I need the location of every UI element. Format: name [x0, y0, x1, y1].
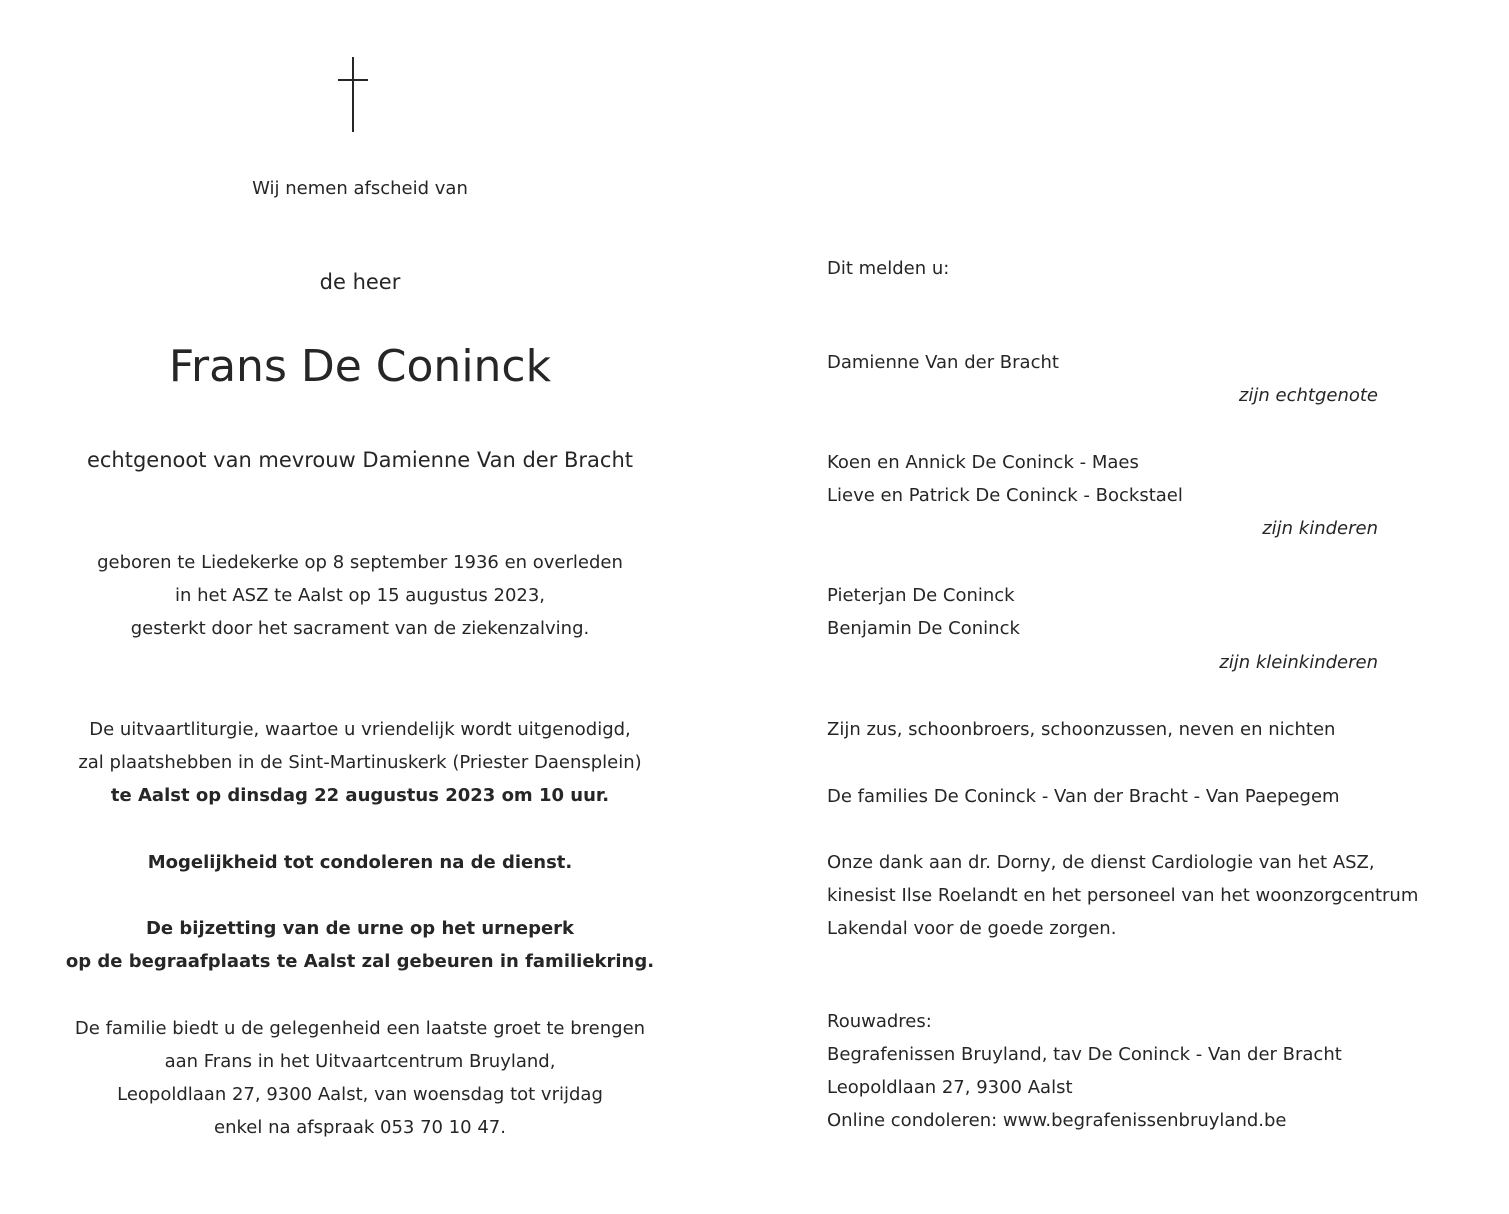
announce-text: Dit melden u:	[827, 258, 950, 279]
relatives-text: Zijn zus, schoonbroers, schoonzussen, neven en nichten	[827, 719, 1336, 740]
grandchildren-names: Pieterjan De Coninck Benjamin De Coninck	[827, 585, 1020, 639]
intro-text: Wij nemen afscheid van	[252, 178, 468, 199]
children-relation: zijn kinderen	[1262, 518, 1378, 539]
cross-icon	[338, 57, 368, 132]
children-names: Koen en Annick De Coninck - Maes Lieve en Patrick De Coninck - Bockstael	[827, 452, 1183, 506]
salutation: de heer	[319, 270, 401, 294]
spouse-line: echtgenoot van mevrouw Damienne Van der Bracht	[86, 448, 634, 472]
thanks-text: Onze dank aan dr. Dorny, de dienst Cardiologie van het ASZ, kinesist Ilse Roelandt en het personeel van het woonzorgcentrum Lakendal voor de goede zorgen.	[827, 852, 1419, 939]
birth-death-text: geboren te Liedekerke op 8 september 1936 en overleden in het ASZ te Aalst op 15 augustus 2023, gesterkt door het sacrament van de ziekenzalving.	[97, 552, 623, 639]
families-text: De families De Coninck - Van der Bracht - Van Paepegem	[827, 786, 1340, 807]
mourning-address: Rouwadres: Begrafenissen Bruyland, tav De Coninck - Van der Bracht Leopoldlaan 27, 9300 Aalst Online condoleren: www.begrafenissenbruyland.be	[827, 1005, 1437, 1137]
spouse-names: Damienne Van der Bracht	[827, 352, 1059, 373]
grandchildren-relation: zijn kleinkinderen	[1219, 652, 1378, 673]
online-condolence-text: Online condoleren: www.begrafenissenbruyland.be	[827, 1110, 1287, 1131]
deceased-name: Frans De Coninck	[168, 341, 552, 392]
funeral-text: De uitvaartliturgie, waartoe u vriendelijk wordt uitgenodigd, zal plaatshebben in de Sint-Martinuskerk (Priester Daensplein) te Aalst op dinsdag 22 augustus 2023 om 10 uur.	[40, 713, 680, 812]
spouse-relation: zijn echtgenote	[1238, 385, 1378, 406]
burial-text: De bijzetting van de urne op het urneperk op de begraafplaats te Aalst zal gebeuren in familiekring.	[65, 918, 655, 972]
funeral-date: te Aalst op dinsdag 22 augustus 2023 om 10 uur.	[110, 785, 610, 806]
condolence-text: Mogelijkheid tot condoleren na de dienst.	[147, 852, 573, 873]
visitation-text: De familie biedt u de gelegenheid een laatste groet te brengen aan Frans in het Uitvaartcentrum Bruyland, Leopoldlaan 27, 9300 Aalst, van woensdag tot vrijdag enkel na afspraak 053 70 10 47.	[74, 1018, 646, 1138]
